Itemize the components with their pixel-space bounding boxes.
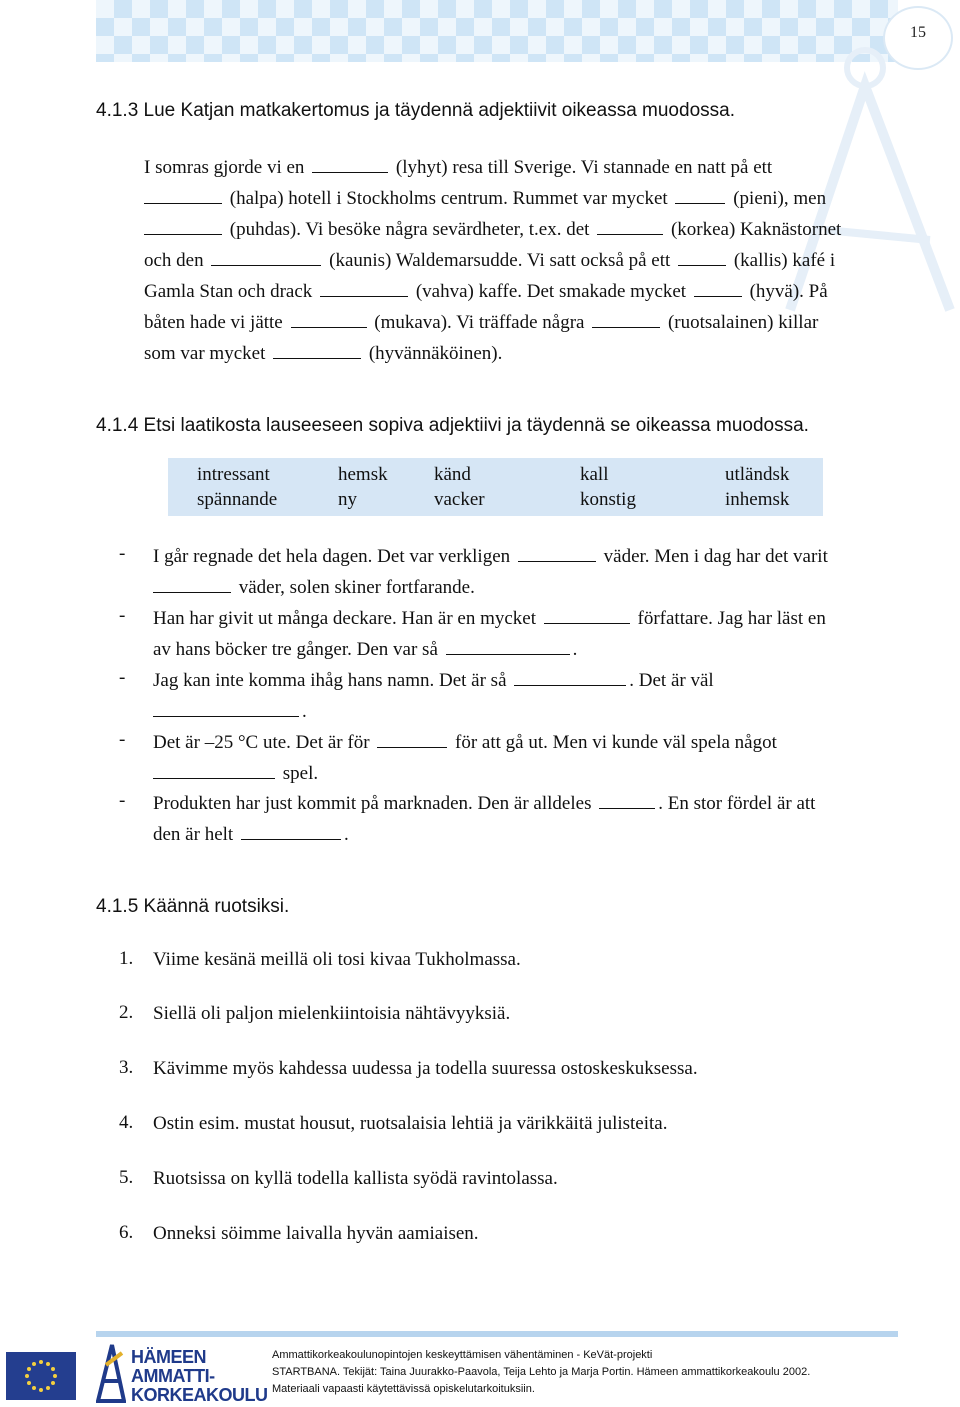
- sentence-4-line-2: [153, 760, 318, 786]
- story-line-7: [144, 340, 502, 366]
- sentence-5-line-2: [153, 821, 349, 847]
- answer-blank[interactable]: [144, 185, 222, 204]
- text: .: [572, 639, 578, 660]
- answer-blank[interactable]: [678, 247, 726, 266]
- text: spel.: [282, 763, 319, 784]
- item-number: 3.: [119, 1057, 134, 1078]
- hamk-logo-line: AMMATTI-: [131, 1366, 215, 1386]
- answer-blank[interactable]: [291, 309, 367, 328]
- bullet-dash: -: [119, 790, 126, 811]
- answer-blank[interactable]: [211, 247, 321, 266]
- text: .: [302, 701, 307, 722]
- item-number: 2.: [119, 1002, 134, 1023]
- translation-item: Viime kesänä meillä oli tosi kivaa Tukholmassa.: [153, 949, 521, 970]
- section-413-heading: 4.1.3 Lue Katjan matkakertomus ja täydennä adjektiivit oikeassa muodossa.: [96, 100, 735, 121]
- hamk-logo-icon: [96, 1343, 126, 1403]
- text: och den: [144, 250, 204, 271]
- text: . Det är väl: [629, 670, 714, 691]
- word-box: [168, 458, 823, 516]
- word-option: kall: [580, 464, 609, 485]
- footer-line-3: Materiaali vapaasti käytettävissä opiskelutarkoituksiin.: [272, 1383, 535, 1395]
- sentence-1-line-2: [153, 574, 475, 600]
- translation-item: Ruotsissa on kyllä todella kallista syödä ravintolassa.: [153, 1168, 558, 1189]
- answer-blank[interactable]: [514, 667, 626, 686]
- translation-item: Ostin esim. mustat housut, ruotsalaisia lehtiä ja värikkäitä julisteita.: [153, 1113, 668, 1134]
- sentence-2-line-1: [153, 605, 826, 631]
- text: (vahva) kaffe. Det smakade mycket: [415, 281, 687, 302]
- section-415-heading: 4.1.5 Käännä ruotsiksi.: [96, 896, 290, 917]
- text: .: [343, 824, 349, 845]
- item-number: 1.: [119, 948, 134, 969]
- word-option: intressant: [197, 464, 270, 485]
- text: Det är –25 °C ute. Det är för: [153, 732, 370, 753]
- text: . En stor fördel är att: [658, 793, 816, 814]
- answer-blank[interactable]: [599, 790, 655, 809]
- text: (halpa) hotell i Stockholms centrum. Rummet var mycket: [229, 188, 668, 209]
- bullet-dash: -: [119, 729, 126, 750]
- text: (puhdas). Vi besöke några sevärdheter, t.ex. det: [229, 219, 590, 240]
- word-option: ny: [338, 489, 357, 510]
- story-line-6: [144, 309, 818, 335]
- sentence-1-line-1: [153, 543, 828, 569]
- footer-line-2: STARTBANA. Tekijät: Taina Juurakko-Paavola, Teija Lehto ja Marja Portin. Hämeen ammattikorkeakoulu 2002.: [272, 1366, 811, 1378]
- text: som var mycket: [144, 343, 266, 364]
- item-number: 6.: [119, 1222, 134, 1243]
- sentence-4-line-1: [153, 729, 777, 755]
- text: (hyvä). På: [749, 281, 828, 302]
- answer-blank[interactable]: [518, 543, 596, 562]
- answer-blank[interactable]: [694, 278, 742, 297]
- item-number: 5.: [119, 1167, 134, 1188]
- story-line-2: [144, 185, 826, 211]
- story-line-1: [144, 154, 772, 180]
- bullet-dash: -: [119, 605, 126, 626]
- item-number: 4.: [119, 1112, 134, 1133]
- story-line-3: [144, 216, 841, 242]
- word-option: hemsk: [338, 464, 388, 485]
- bullet-dash: -: [119, 543, 126, 564]
- text: (pieni), men: [733, 188, 827, 209]
- text: Gamla Stan och drack: [144, 281, 313, 302]
- text: (mukava). Vi träffade några: [374, 312, 585, 333]
- text: (hyvännäköinen).: [368, 343, 503, 364]
- bullet-dash: -: [119, 667, 126, 688]
- word-option: vacker: [434, 489, 485, 510]
- text: Han har givit ut många deckare. Han är en mycket: [153, 608, 537, 629]
- answer-blank[interactable]: [153, 760, 275, 779]
- text: (ruotsalainen) killar: [667, 312, 819, 333]
- translation-item: Onneksi söimme laivalla hyvän aamiaisen.: [153, 1223, 479, 1244]
- story-line-5: [144, 278, 828, 304]
- answer-blank[interactable]: [544, 605, 630, 624]
- text: (kaunis) Waldemarsudde. Vi satt också på ett: [329, 250, 671, 271]
- text: (korkea) Kaknästornet: [670, 219, 842, 240]
- answer-blank[interactable]: [144, 216, 222, 235]
- eu-flag-icon: [6, 1352, 76, 1400]
- footer-rule: [96, 1331, 898, 1337]
- answer-blank[interactable]: [377, 729, 447, 748]
- sentence-5-line-1: [153, 790, 815, 816]
- text: väder. Men i dag har det varit: [603, 546, 828, 567]
- text: (lyhyt) resa till Sverige. Vi stannade en natt på ett: [395, 157, 773, 178]
- text: av hans böcker tre gånger. Den var så: [153, 639, 438, 660]
- answer-blank[interactable]: [273, 340, 361, 359]
- sentence-3-line-2: [153, 698, 307, 724]
- answer-blank[interactable]: [320, 278, 408, 297]
- translation-item: Kävimme myös kahdessa uudessa ja todella suuressa ostoskeskuksessa.: [153, 1058, 698, 1079]
- text: den är helt: [153, 824, 234, 845]
- word-option: konstig: [580, 489, 636, 510]
- answer-blank[interactable]: [312, 154, 388, 173]
- sentence-2-line-2: [153, 636, 577, 662]
- text: I går regnade det hela dagen. Det var verkligen: [153, 546, 511, 567]
- text: för att gå ut. Men vi kunde väl spela något: [455, 732, 777, 753]
- answer-blank[interactable]: [153, 698, 299, 717]
- text: Jag kan inte komma ihåg hans namn. Det är så: [153, 670, 507, 691]
- word-option: utländsk: [725, 464, 790, 485]
- footer-line-1: Ammattikorkeakoulunopintojen keskeyttämisen vähentäminen - KeVät-projekti: [272, 1349, 653, 1361]
- text: väder, solen skiner fortfarande.: [238, 577, 475, 598]
- answer-blank[interactable]: [675, 185, 725, 204]
- hamk-logo-line: KORKEAKOULU: [131, 1385, 268, 1405]
- story-line-4: [144, 247, 835, 273]
- answer-blank[interactable]: [446, 636, 570, 655]
- answer-blank[interactable]: [241, 821, 341, 840]
- text: I somras gjorde vi en: [144, 157, 305, 178]
- word-option: känd: [434, 464, 471, 485]
- translation-item: Siellä oli paljon mielenkiintoisia nähtävyyksiä.: [153, 1003, 511, 1024]
- sentence-3-line-1: [153, 667, 714, 693]
- answer-blank[interactable]: [597, 216, 663, 235]
- answer-blank[interactable]: [592, 309, 660, 328]
- answer-blank[interactable]: [153, 574, 231, 593]
- word-option: inhemsk: [725, 489, 790, 510]
- hamk-logo-line: HÄMEEN: [131, 1347, 207, 1367]
- text: författare. Jag har läst en: [637, 608, 826, 629]
- section-414-heading: 4.1.4 Etsi laatikosta lauseeseen sopiva adjektiivi ja täydennä se oikeassa muodossa.: [96, 415, 809, 436]
- text: Produkten har just kommit på marknaden. Den är alldeles: [153, 793, 592, 814]
- word-option: spännande: [197, 489, 278, 510]
- text: båten hade vi jätte: [144, 312, 283, 333]
- text: (kallis) kafé i: [733, 250, 836, 271]
- page-number: 15: [910, 24, 926, 41]
